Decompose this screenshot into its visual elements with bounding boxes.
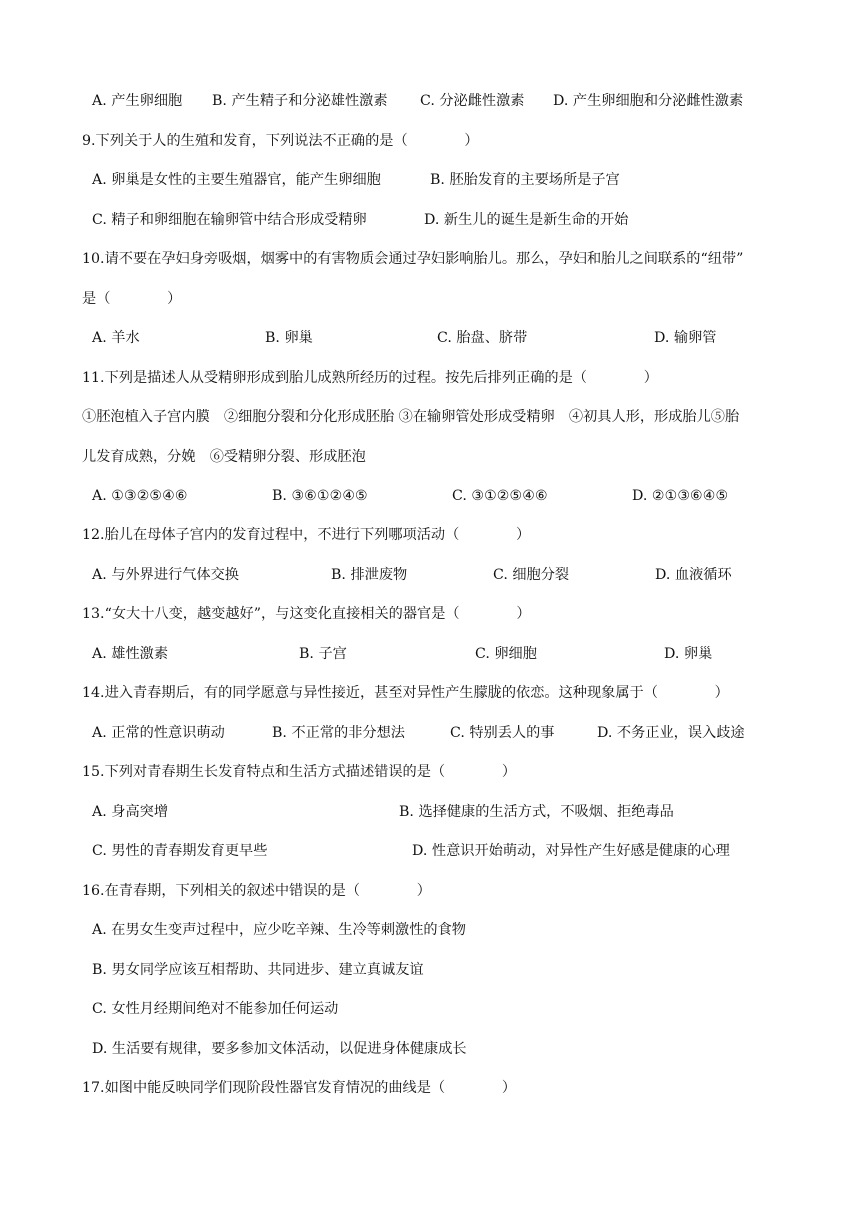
question-14-options [0,720,860,746]
option-a[interactable]: A. 产生卵细胞 [92,93,183,109]
question-8-options [0,88,860,114]
option-a[interactable]: A. 正常的性意识萌动 [92,725,225,741]
question-13-options [0,641,860,667]
option-d[interactable]: D. 生活要有规律，要多参加文体活动，以促进身体健康成长 [92,1041,467,1057]
question-11-steps-line1 [0,404,860,430]
question-16-stem [0,878,860,904]
option-b[interactable]: B. ③⑥①②④⑤ [272,488,368,504]
question-13-stem [0,601,860,627]
option-d[interactable]: D. 新生儿的诞生是新生命的开始 [424,212,629,228]
option-d[interactable]: D. ②①③⑥④⑤ [632,488,729,504]
option-a[interactable]: A. 在男女生变声过程中，应少吃辛辣、生冷等刺激性的食物 [92,922,466,938]
question-stem-continued: 是（ ） [82,291,182,307]
question-10-stem-line1 [0,246,860,272]
question-16-option-c-row [0,996,860,1022]
option-b[interactable]: B. 不正常的非分想法 [272,725,405,741]
option-d[interactable]: D. 输卵管 [654,330,717,346]
option-c[interactable]: C. 男性的青春期发育更早些 [92,843,268,859]
question-15-options-row2 [0,838,860,864]
option-d[interactable]: D. 性意识开始萌动，对异性产生好感是健康的心理 [412,843,730,859]
question-stem: 15.下列对青春期生长发育特点和生活方式描述错误的是（ ） [82,764,517,780]
question-10-stem-line2 [0,286,860,312]
question-stem: 16.在青春期，下列相关的叙述中错误的是（ ） [82,883,431,899]
option-d[interactable]: D. 卵巢 [664,646,713,662]
process-steps-continued: 儿发育成熟，分娩 ⑥受精卵分裂、形成胚泡 [82,449,366,465]
question-stem: 9.下列关于人的生殖和发育，下列说法不正确的是（ ） [82,133,479,149]
question-15-stem [0,759,860,785]
option-c[interactable]: C. 特别丢人的事 [450,725,555,741]
question-stem: 13.“女大十八变，越变越好”，与这变化直接相关的器官是（ ） [82,606,531,622]
question-9-stem [0,128,860,154]
option-c[interactable]: C. 卵细胞 [475,646,537,662]
question-16-option-b-row [0,957,860,983]
option-a[interactable]: A. 与外界进行气体交换 [92,567,239,583]
option-c[interactable]: C. 女性月经期间绝对不能参加任何运动 [92,1001,339,1017]
option-c[interactable]: C. 精子和卵细胞在输卵管中结合形成受精卵 [92,212,367,228]
question-11-options [0,483,860,509]
option-a[interactable]: A. 雄性激素 [92,646,169,662]
question-stem: 11.下列是描述人从受精卵形成到胎儿成熟所经历的过程。按先后排列正确的是（ ） [82,370,658,386]
option-b[interactable]: B. 选择健康的生活方式，不吸烟、拒绝毒品 [399,804,674,820]
question-16-option-a-row [0,917,860,943]
question-10-options [0,325,860,351]
question-stem: 12.胎儿在母体子宫内的发育过程中，不进行下列哪项活动（ ） [82,527,531,543]
question-15-options-row1 [0,799,860,825]
option-a[interactable]: A. ①③②⑤④⑥ [92,488,188,504]
question-9-options-row2 [0,207,860,233]
option-b[interactable]: B. 产生精子和分泌雄性激素 [212,93,388,109]
question-14-stem [0,680,860,706]
option-c[interactable]: C. 细胞分裂 [493,567,570,583]
option-c[interactable]: C. 分泌雌性激素 [420,93,525,109]
option-d[interactable]: D. 血液循环 [655,567,732,583]
question-12-options [0,562,860,588]
option-d[interactable]: D. 不务正业，误入歧途 [597,725,745,741]
question-stem: 14.进入青春期后，有的同学愿意与异性接近，甚至对异性产生朦胧的依恋。这种现象属于（ ） [82,685,729,701]
question-11-steps-line2 [0,444,860,470]
option-b[interactable]: B. 子宫 [299,646,347,662]
question-stem: 10.请不要在孕妇身旁吸烟，烟雾中的有害物质会通过孕妇影响胎儿。那么，孕妇和胎儿之间联系的“纽带” [82,251,744,267]
option-a[interactable]: A. 卵巢是女性的主要生殖器官，能产生卵细胞 [92,172,381,188]
option-b[interactable]: B. 男女同学应该互相帮助、共同进步、建立真诚友谊 [92,962,424,978]
question-9-options-row1 [0,167,860,193]
option-b[interactable]: B. 胚胎发育的主要场所是子宫 [430,172,620,188]
option-a[interactable]: A. 羊水 [92,330,140,346]
option-c[interactable]: C. 胎盘、脐带 [437,330,528,346]
question-16-option-d-row [0,1036,860,1062]
question-17-stem [0,1075,860,1101]
option-b[interactable]: B. 排泄废物 [331,567,408,583]
option-a[interactable]: A. 身高突增 [92,804,169,820]
question-11-stem [0,365,860,391]
question-12-stem [0,522,860,548]
option-d[interactable]: D. 产生卵细胞和分泌雌性激素 [553,93,744,109]
option-c[interactable]: C. ③①②⑤④⑥ [452,488,548,504]
question-stem: 17.如图中能反映同学们现阶段性器官发育情况的曲线是（ ） [82,1080,517,1096]
process-steps: ①胚泡植入子宫内膜 ②细胞分裂和分化形成胚胎 ③在输卵管处形成受精卵 ④初具人形，形成胎儿⑤胎 [82,409,740,425]
option-b[interactable]: B. 卵巢 [265,330,313,346]
